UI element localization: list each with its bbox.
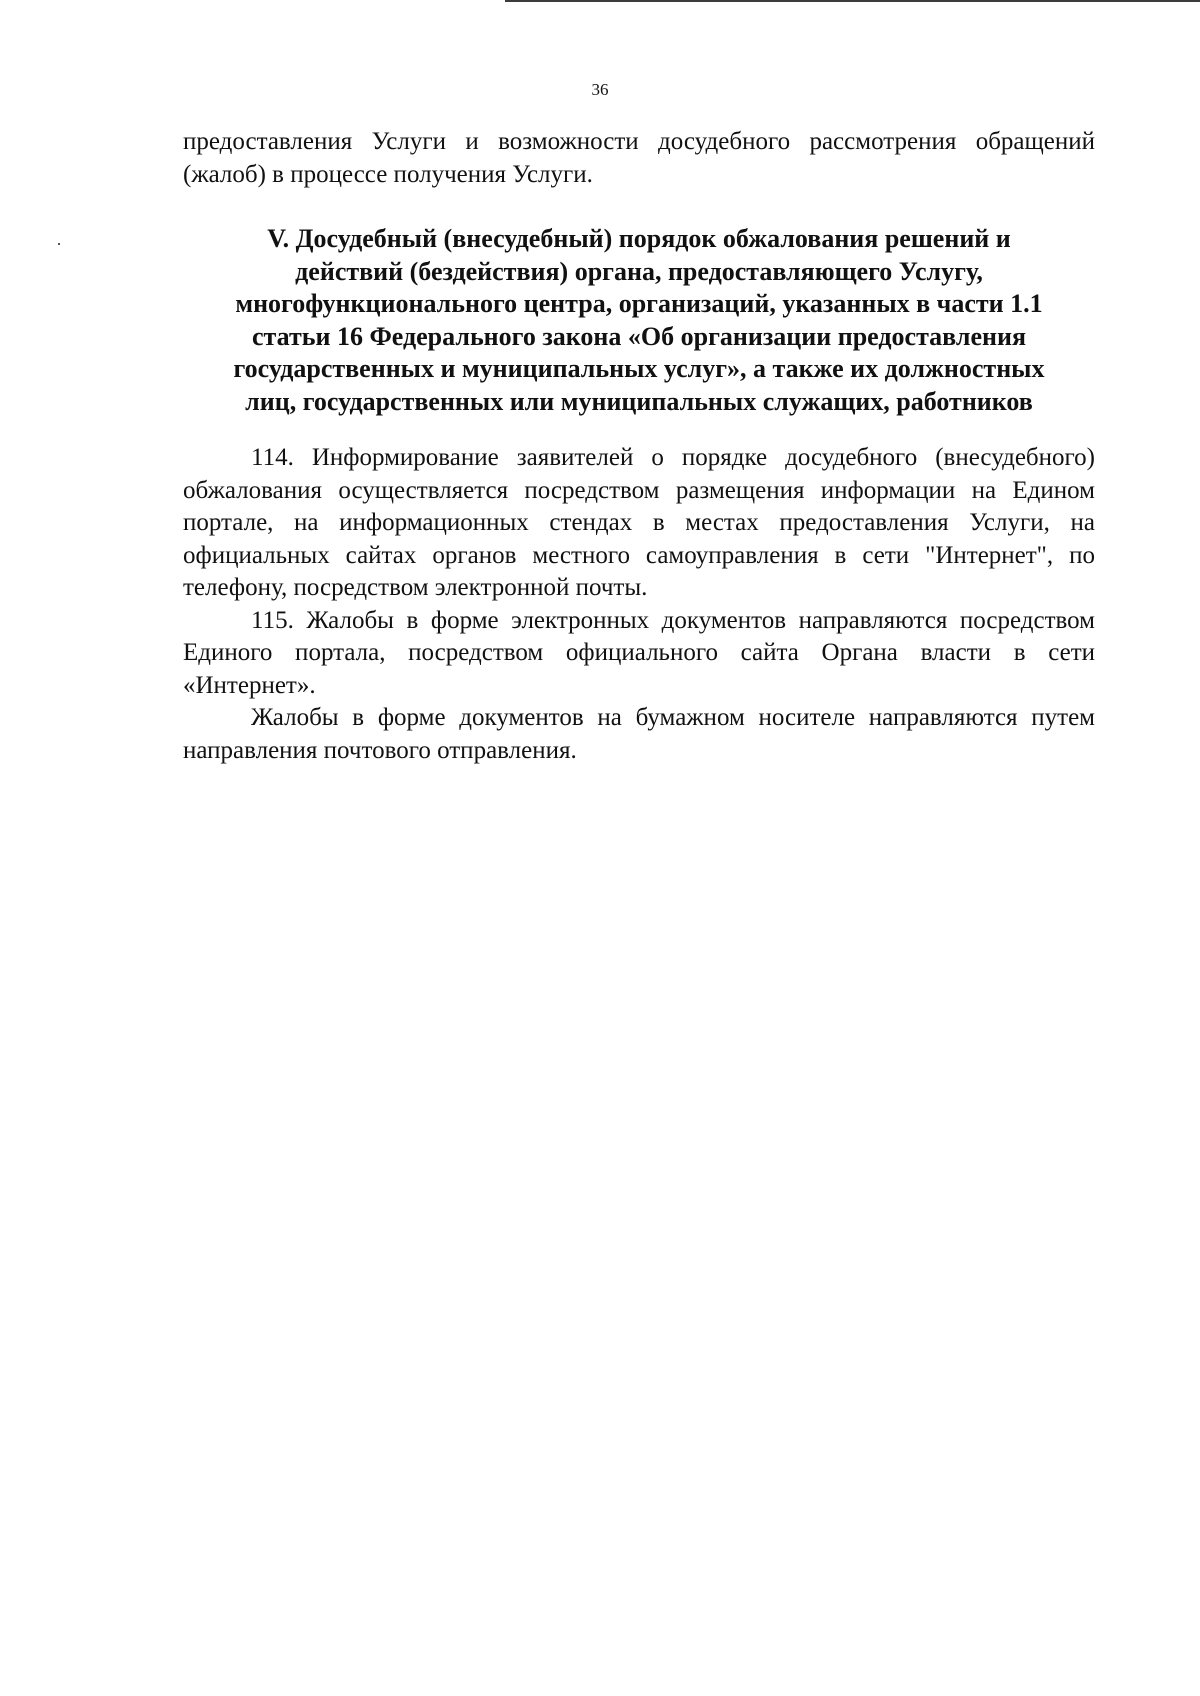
paragraph-114: 114. Информирование заявителей о порядке досудебного (внесудебного) обжалования осуществляется посредством размещения информации на Едином портале, на информационных стендах в местах предоставления Услуги, на официальных сайтах органов местного самоуправления в сети "Интернет", по телефону, посредством электронной почты.: [183, 444, 1095, 601]
section-heading-line: статьи 16 Федерального закона «Об организации предоставления: [251, 321, 1027, 351]
scan-speck: [58, 243, 60, 245]
section-heading-line: государственных и муниципальных услуг», а также их должностных: [233, 354, 1045, 383]
section-heading-line: действий (бездействия) органа, предоставляющего Услугу,: [295, 256, 983, 286]
section-heading: [183, 223, 1095, 418]
section-heading-line: лиц, государственных или муниципальных служащих, работников: [245, 386, 1033, 416]
intro-paragraph: предоставления Услуги и возможности досудебного рассмотрения обращений (жалоб) в процессе получения Услуги.: [183, 128, 1095, 188]
paragraph-paper-complaints: Жалобы в форме документов на бумажном носителе направляются путем направления почтового отправления.: [183, 704, 1095, 764]
section-heading-line: V. Досудебный (внесудебный) порядок обжалования решений и: [267, 224, 1011, 253]
section-heading-line: многофункционального центра, организаций, указанных в части 1.1: [235, 289, 1043, 318]
paragraph-115: 115. Жалобы в форме электронных документов направляются посредством Единого портала, посредством официального сайта Органа власти в сети «Интернет».: [183, 606, 1095, 699]
document-body: [183, 126, 1095, 767]
scan-top-edge: [505, 0, 1200, 2]
page-number: 36: [591, 80, 609, 99]
